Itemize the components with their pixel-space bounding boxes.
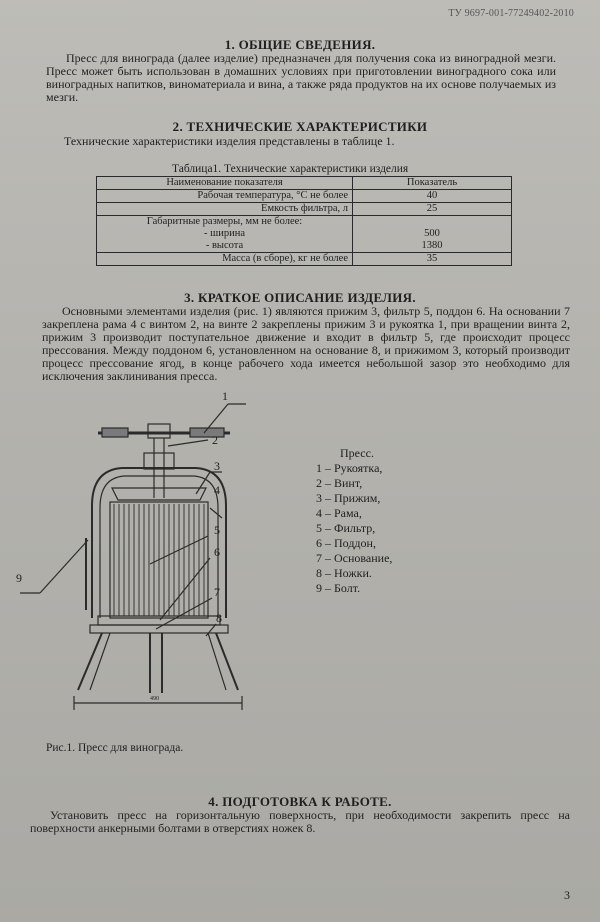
page-number: 3 — [564, 888, 570, 902]
section-4-title: 4. ПОДГОТОВКА К РАБОТЕ. — [208, 794, 392, 809]
table-header-name: Наименование показателя — [97, 177, 353, 190]
handle-hub — [148, 424, 170, 438]
document-code: ТУ 9697-001-77249402-2010 — [448, 8, 574, 19]
callout-7: 7 — [214, 585, 220, 599]
dimensions-height-value: 1380 — [421, 240, 443, 251]
row-mass-name: Масса (в сборе), кг не более — [97, 253, 353, 266]
section-4-paragraph — [30, 809, 570, 835]
dimensions-label: Габаритные размеры, мм не более: — [146, 216, 303, 227]
callout-5: 5 — [214, 523, 220, 537]
dimensions-width-label: - ширина — [204, 228, 245, 239]
leader-6 — [160, 558, 210, 620]
callout-1: 1 — [222, 389, 228, 403]
leader-3 — [196, 472, 210, 494]
legend-item: 1 – Рукоятка, — [316, 461, 383, 475]
table-caption: Таблица1. Технические характеристики изделия — [172, 163, 409, 175]
section-3-title: 3. КРАТКОЕ ОПИСАНИЕ ИЗДЕЛИЯ. — [184, 290, 416, 305]
row-temperature-name: Рабочая температура, °С не более — [97, 190, 353, 203]
row-capacity-value: 25 — [353, 203, 512, 216]
leader-2 — [168, 440, 208, 446]
section-4-text: Установить пресс на горизонтальную поверхность, при необходимости закрепить пресс на поверхности анкерными болтами в отверстиях ножек 8. — [30, 808, 570, 835]
legend-item: 7 – Основание, — [316, 551, 393, 565]
callout-3: 3 — [214, 459, 220, 473]
section-1-paragraph — [46, 52, 556, 104]
legend-item: 6 – Поддон, — [316, 536, 376, 550]
callout-2: 2 — [212, 433, 218, 447]
specs-table — [96, 176, 512, 266]
row-capacity-name: Емкость фильтра, л — [97, 203, 353, 216]
dimensions-height-label: - высота — [205, 240, 244, 251]
legend-item: 8 – Ножки. — [316, 566, 372, 580]
row-mass-value: 35 — [353, 253, 512, 266]
legend-item: 3 – Прижим, — [316, 491, 381, 505]
table-header-value: Показатель — [353, 177, 512, 190]
section-2-text: Технические характеристики изделия представлены в таблице 1. — [64, 134, 395, 148]
row-dimensions-value — [353, 216, 512, 253]
table-row — [97, 216, 512, 253]
tray — [98, 616, 220, 625]
leg-left — [78, 633, 102, 690]
leader-9 — [40, 540, 88, 593]
legend-item: 2 – Винт, — [316, 476, 363, 490]
legend-item: 5 – Фильтр, — [316, 521, 376, 535]
press-drawing — [10, 388, 290, 723]
legend-item: 4 – Рама, — [316, 506, 362, 520]
leader-8 — [206, 624, 216, 636]
callout-9: 9 — [16, 571, 22, 585]
legend-item: 9 – Болт. — [316, 581, 361, 595]
table-row — [97, 190, 512, 203]
callout-4: 4 — [214, 483, 220, 497]
section-2-title: 2. ТЕХНИЧЕСКИЕ ХАРАКТЕРИСТИКИ — [172, 119, 428, 134]
screw-nut — [144, 453, 174, 469]
leader-4 — [210, 508, 222, 518]
dimension-label: 490 — [150, 696, 159, 702]
callout-6: 6 — [214, 545, 220, 559]
section-3-paragraph — [42, 305, 570, 383]
table-row — [97, 203, 512, 216]
leg-right-inner — [208, 633, 226, 690]
handle-grip-left — [102, 428, 128, 437]
row-temperature-value: 40 — [353, 190, 512, 203]
leg-right — [216, 633, 238, 690]
row-dimensions-name — [97, 216, 353, 253]
callout-8: 8 — [216, 611, 222, 625]
base — [90, 625, 228, 633]
section-1-title: 1. ОБЩИЕ СВЕДЕНИЯ. — [224, 37, 376, 52]
table-header-row — [97, 177, 512, 190]
figure-legend — [316, 446, 392, 596]
leg-left-inner — [90, 633, 110, 690]
legend-title: Пресс. — [340, 446, 374, 460]
figure-caption: Рис.1. Пресс для винограда. — [46, 742, 184, 754]
dimensions-width-value: 500 — [424, 228, 440, 239]
table-row — [97, 253, 512, 266]
section-1-text: Пресс для винограда (далее изделие) предназначен для получения сока из виноградной мезги. Пресс может быть использован в домашних условиях при приготовлении виноградного сока или виноградных напитков, виноматериала и вина, а также ряда продуктов на их основе получаемых из мезги. — [46, 51, 556, 104]
section-3-text: Основными элементами изделия (рис. 1) являются прижим 3, фильтр 5, поддон 6. На основании 7 закреплена рама 4 с винтом 2, на винте 2 закреплены прижим 3 и рукоятка 1, при вращении винта 2, прижим 3 производит поступательное движение и входит в фильтр 5, где происходит процесс прессования. Между поддоном 6, установленном на основание 8, и прижимом 3, который производит процесс прессование ягод, в конце рабочего хода имеется небольшой зазор это необходимо для исключения заклинивания пресса. — [42, 304, 570, 383]
pressure-plate — [112, 488, 206, 500]
